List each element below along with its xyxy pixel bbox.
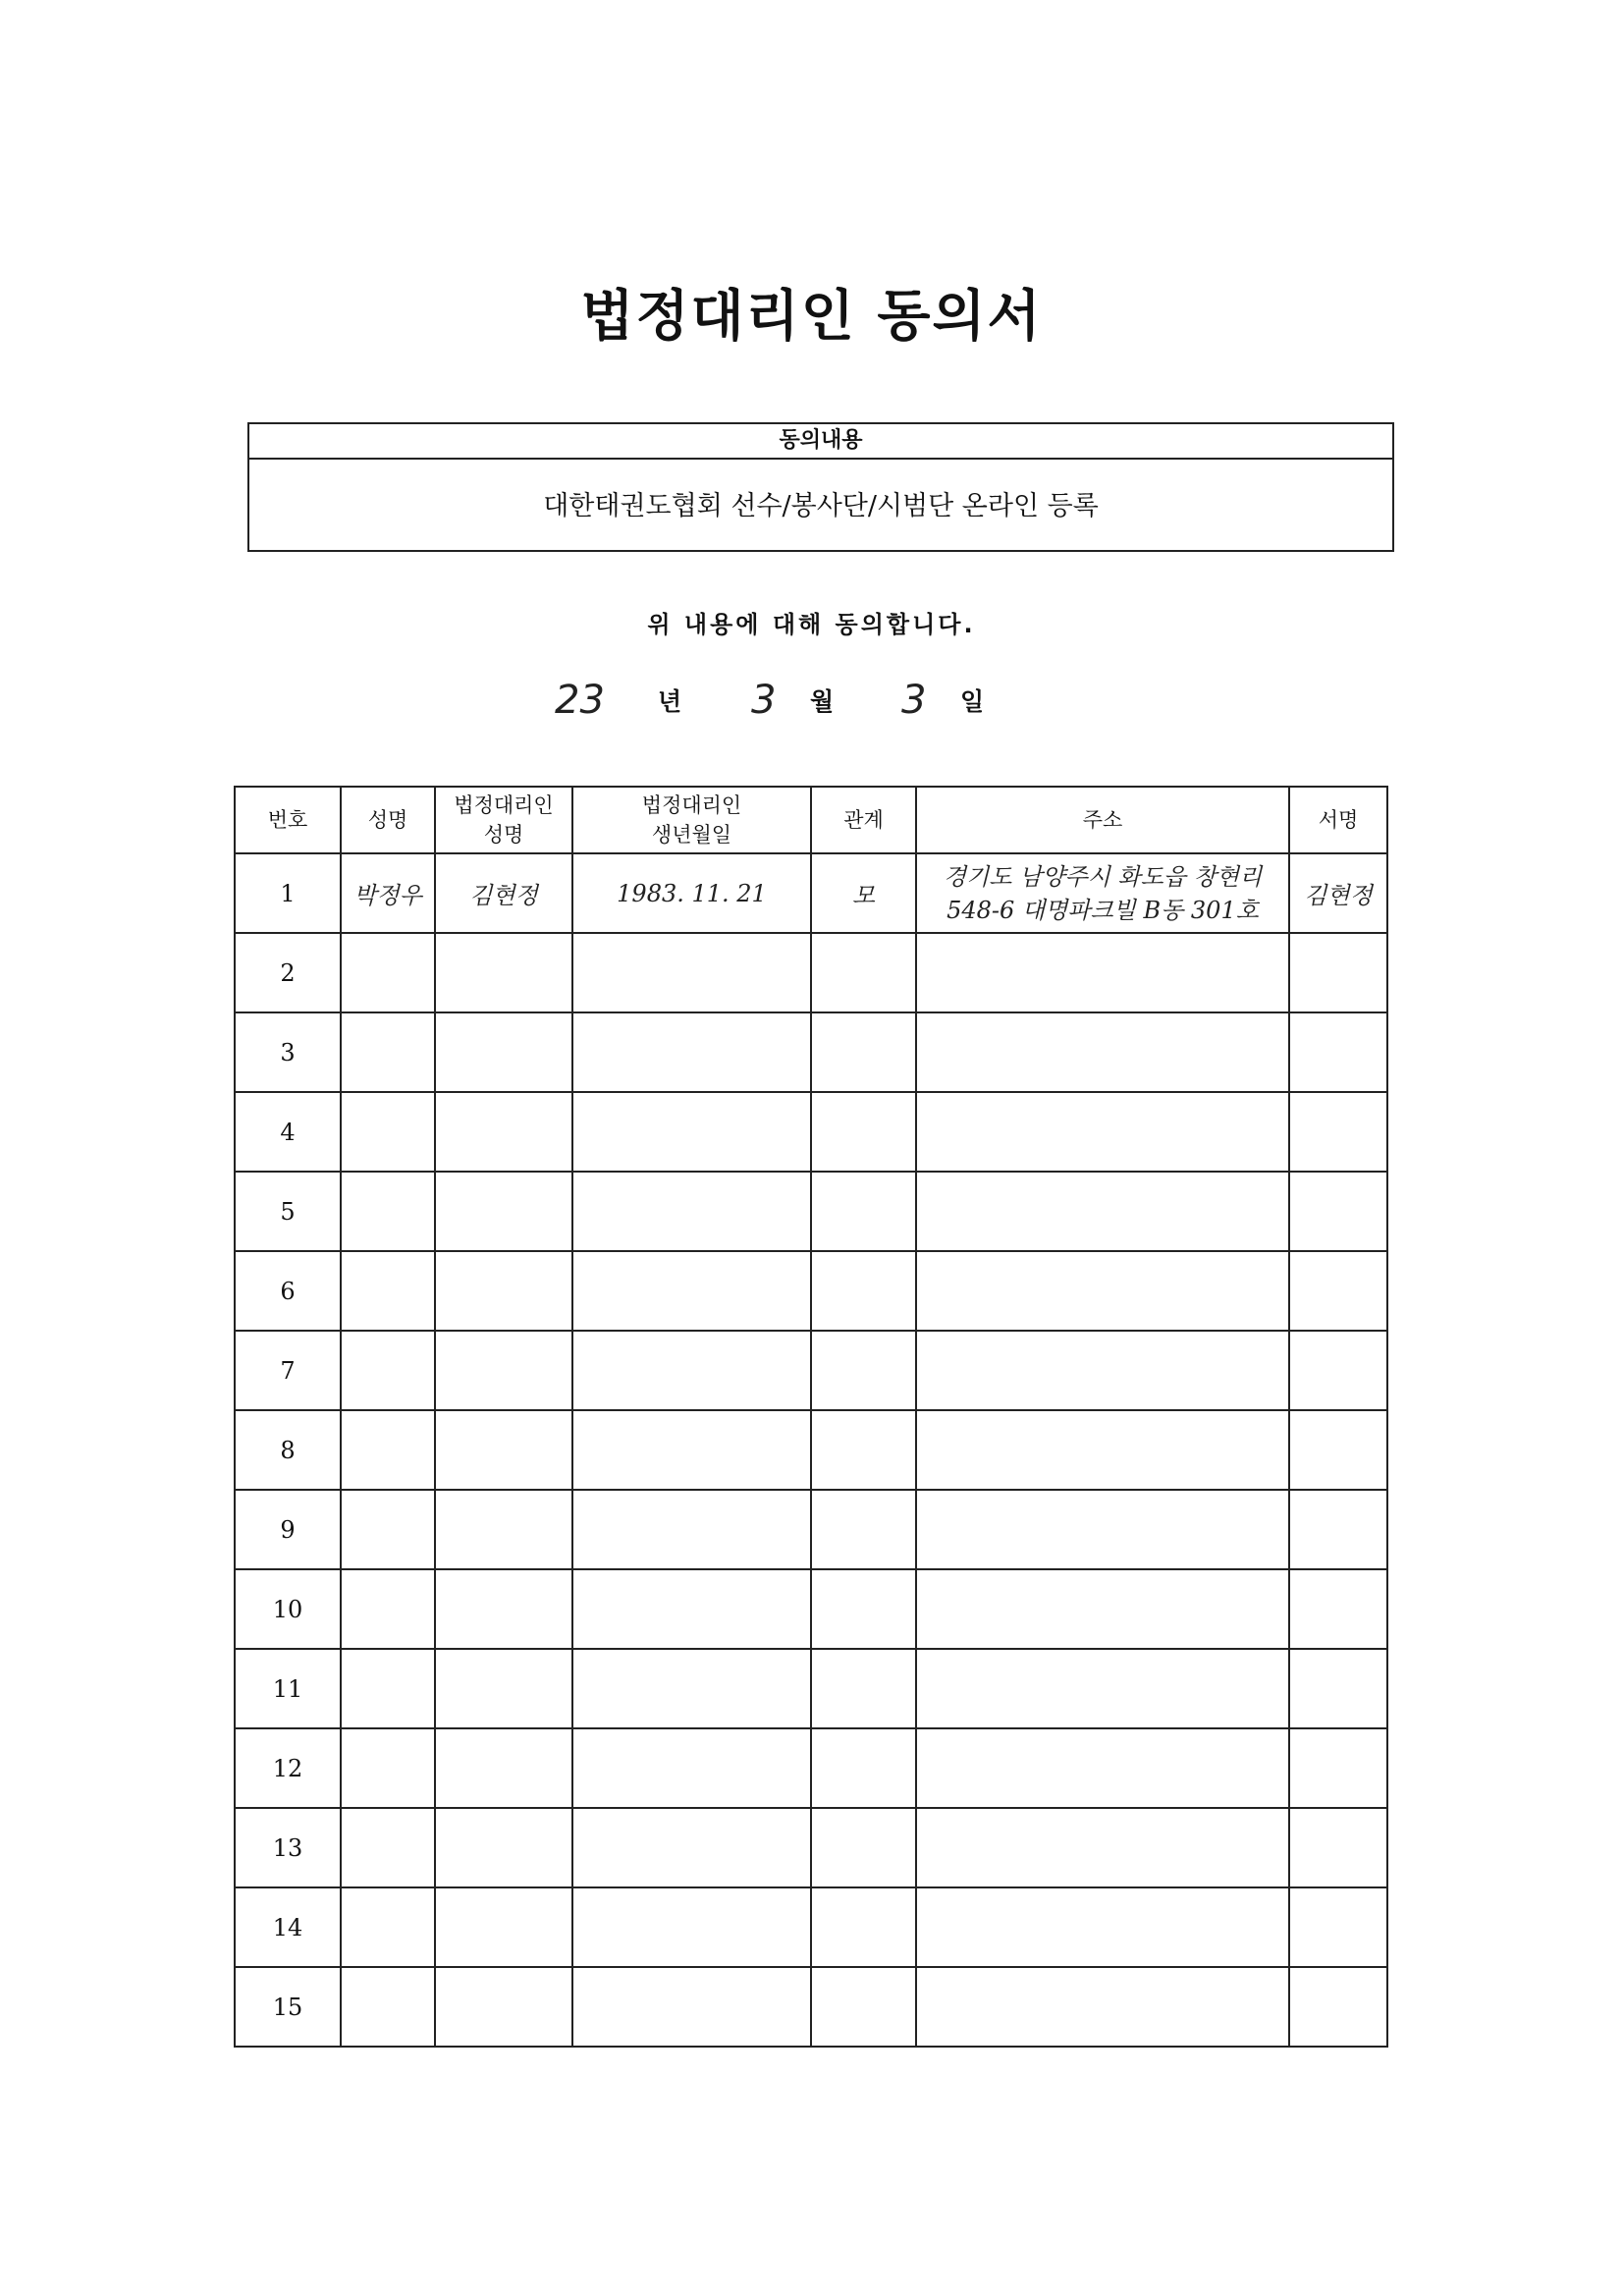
- cell-guardian-birth: [572, 1410, 811, 1490]
- cell-relation: [811, 1728, 916, 1808]
- cell-signature: [1289, 1092, 1387, 1172]
- cell-address: [916, 1172, 1289, 1251]
- cell-name: [341, 1569, 435, 1649]
- document-title: 법정대리인 동의서: [580, 285, 1043, 349]
- cell-guardian-name: [435, 1649, 572, 1728]
- cell-no: 10: [235, 1569, 341, 1649]
- cell-guardian-name: [435, 1728, 572, 1808]
- cell-relation: [811, 1331, 916, 1410]
- cell-guardian-birth: [572, 1251, 811, 1331]
- cell-name: [341, 1251, 435, 1331]
- cell-guardian-name: [435, 1092, 572, 1172]
- header-guardian-birth-line2: 생년월일: [651, 823, 732, 847]
- table-row: [235, 1012, 1387, 1092]
- date-month-label: 월: [810, 687, 835, 716]
- cell-name: [341, 1967, 435, 2047]
- header-guardian-name: [435, 787, 572, 853]
- table-row: [235, 1251, 1387, 1331]
- header-signature: 서명: [1289, 787, 1387, 853]
- table-row: [235, 1728, 1387, 1808]
- cell-signature: [1289, 1012, 1387, 1092]
- table-header-row: [235, 787, 1387, 853]
- cell-guardian-birth: [572, 1649, 811, 1728]
- cell-name: [341, 1490, 435, 1569]
- table-row: [235, 1331, 1387, 1410]
- agreement-statement: 위 내용에 대해 동의합니다.: [647, 611, 976, 638]
- cell-guardian-name: [435, 933, 572, 1012]
- consent-header: 동의내용: [249, 424, 1392, 460]
- cell-address: [916, 1331, 1289, 1410]
- cell-address: [916, 1490, 1289, 1569]
- cell-relation: [811, 1410, 916, 1490]
- cell-name: [341, 1728, 435, 1808]
- cell-no: 15: [235, 1967, 341, 2047]
- date-year-label: 년: [658, 687, 682, 716]
- cell-no: 12: [235, 1728, 341, 1808]
- cell-guardian-name: [435, 1251, 572, 1331]
- cell-relation: [811, 1092, 916, 1172]
- table-row: [235, 1808, 1387, 1887]
- cell-signature: [1289, 1967, 1387, 2047]
- cell-no: 11: [235, 1649, 341, 1728]
- cell-relation: [811, 1808, 916, 1887]
- cell-guardian-name: [435, 1410, 572, 1490]
- cell-no: 8: [235, 1410, 341, 1490]
- cell-guardian-birth: [572, 1967, 811, 2047]
- cell-no: 13: [235, 1808, 341, 1887]
- cell-address: [916, 1251, 1289, 1331]
- cell-address: [916, 1808, 1289, 1887]
- cell-guardian-name: [435, 1012, 572, 1092]
- cell-address: [916, 933, 1289, 1012]
- cell-relation: [811, 1887, 916, 1967]
- cell-guardian-birth: [572, 1808, 811, 1887]
- cell-address: [916, 1728, 1289, 1808]
- cell-signature: [1289, 1251, 1387, 1331]
- cell-name: [341, 1012, 435, 1092]
- cell-relation: [811, 1172, 916, 1251]
- cell-guardian-birth: [572, 1490, 811, 1569]
- cell-address: [916, 1410, 1289, 1490]
- cell-no: 7: [235, 1331, 341, 1410]
- cell-relation: [811, 1012, 916, 1092]
- cell-guardian-birth: 1983. 11. 21: [572, 853, 811, 933]
- cell-relation: 모: [811, 853, 916, 933]
- cell-address-line2: 548-6 대명파크빌 B동 301호: [947, 896, 1259, 924]
- cell-name: [341, 1649, 435, 1728]
- table-row: [235, 1887, 1387, 1967]
- header-guardian-name-line2: 성명: [483, 823, 524, 847]
- header-relation: 관계: [811, 787, 916, 853]
- date-day-value: 3: [901, 678, 927, 723]
- cell-relation: [811, 1967, 916, 2047]
- cell-guardian-name: [435, 1490, 572, 1569]
- header-name: 성명: [341, 787, 435, 853]
- cell-signature: [1289, 1569, 1387, 1649]
- date-month-value: 3: [751, 678, 777, 723]
- cell-name: 박정우: [341, 853, 435, 933]
- table-row: [235, 1172, 1387, 1251]
- cell-signature: 김현정: [1289, 853, 1387, 933]
- cell-guardian-name: [435, 1808, 572, 1887]
- cell-signature: [1289, 1410, 1387, 1490]
- consent-content: 대한태권도협회 선수/봉사단/시범단 온라인 등록: [543, 491, 1099, 521]
- cell-guardian-birth: [572, 1887, 811, 1967]
- cell-relation: [811, 933, 916, 1012]
- date-day-label: 일: [960, 687, 985, 716]
- cell-no: 2: [235, 933, 341, 1012]
- cell-guardian-birth: [572, 933, 811, 1012]
- header-guardian-birth: [572, 787, 811, 853]
- cell-name: [341, 1331, 435, 1410]
- cell-address: [916, 1092, 1289, 1172]
- cell-guardian-name: [435, 1172, 572, 1251]
- cell-name: [341, 1092, 435, 1172]
- cell-signature: [1289, 1649, 1387, 1728]
- cell-no: 6: [235, 1251, 341, 1331]
- cell-guardian-birth: [572, 1012, 811, 1092]
- cell-name: [341, 933, 435, 1012]
- cell-signature: [1289, 1172, 1387, 1251]
- cell-name: [341, 1172, 435, 1251]
- cell-guardian-name: [435, 1967, 572, 2047]
- header-guardian-birth-line1: 법정대리인: [641, 793, 742, 817]
- cell-address: [916, 1012, 1289, 1092]
- cell-address: [916, 1649, 1289, 1728]
- cell-address: [916, 1887, 1289, 1967]
- cell-guardian-birth: [572, 1092, 811, 1172]
- table-row: [235, 853, 1387, 933]
- cell-guardian-name: [435, 1331, 572, 1410]
- cell-guardian-birth: [572, 1331, 811, 1410]
- table-row: [235, 1569, 1387, 1649]
- cell-relation: [811, 1649, 916, 1728]
- header-guardian-name-line1: 법정대리인: [454, 793, 554, 817]
- cell-no: 14: [235, 1887, 341, 1967]
- cell-guardian-birth: [572, 1172, 811, 1251]
- cell-signature: [1289, 1490, 1387, 1569]
- cell-name: [341, 1887, 435, 1967]
- table-row: [235, 933, 1387, 1012]
- cell-name: [341, 1410, 435, 1490]
- cell-guardian-name: [435, 1569, 572, 1649]
- header-address: 주소: [916, 787, 1289, 853]
- cell-address-line1: 경기도 남양주시 화도읍 창현리: [943, 862, 1263, 891]
- table-row: [235, 1967, 1387, 2047]
- cell-no: 4: [235, 1092, 341, 1172]
- consent-box: [247, 422, 1394, 552]
- table-row: [235, 1092, 1387, 1172]
- cell-no: 1: [235, 853, 341, 933]
- table-row: [235, 1410, 1387, 1490]
- date-year-value: 23: [555, 678, 605, 723]
- cell-relation: [811, 1490, 916, 1569]
- cell-guardian-birth: [572, 1728, 811, 1808]
- cell-no: 9: [235, 1490, 341, 1569]
- cell-no: 3: [235, 1012, 341, 1092]
- table-row: [235, 1490, 1387, 1569]
- cell-relation: [811, 1251, 916, 1331]
- cell-guardian-name: 김현정: [435, 853, 572, 933]
- cell-address: [916, 1569, 1289, 1649]
- cell-signature: [1289, 1728, 1387, 1808]
- cell-name: [341, 1808, 435, 1887]
- cell-guardian-name: [435, 1887, 572, 1967]
- table-row: [235, 1649, 1387, 1728]
- header-no: 번호: [235, 787, 341, 853]
- cell-signature: [1289, 1887, 1387, 1967]
- cell-guardian-birth: [572, 1569, 811, 1649]
- cell-relation: [811, 1569, 916, 1649]
- cell-signature: [1289, 1331, 1387, 1410]
- cell-address: [916, 853, 1289, 933]
- cell-address: [916, 1967, 1289, 2047]
- cell-signature: [1289, 1808, 1387, 1887]
- cell-signature: [1289, 933, 1387, 1012]
- cell-no: 5: [235, 1172, 341, 1251]
- registration-table: [234, 786, 1388, 2048]
